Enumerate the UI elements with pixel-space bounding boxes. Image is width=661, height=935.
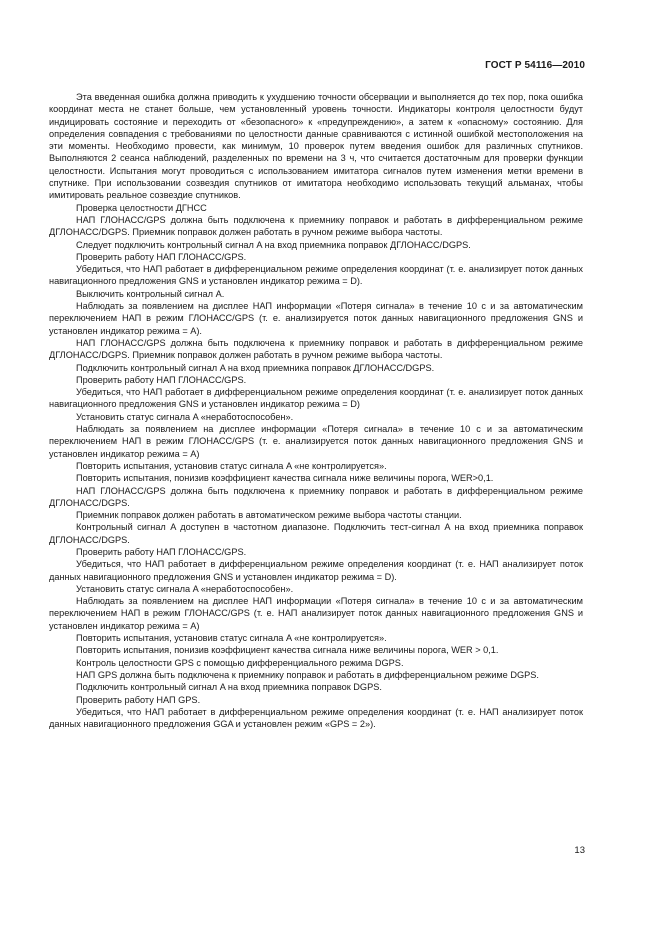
paragraph: НАП GPS должна быть подключена к приемнику поправок и работать в дифференциальном режиме DGPS. [76, 669, 539, 680]
paragraph: Проверить работу НАП ГЛОНАСС/GPS. [76, 251, 247, 262]
paragraph: НАП ГЛОНАСС/GPS должна быть подключена к приемнику поправок и работать в дифференциальном режиме ДГЛОНАСС/DGPS. Приемник поправок должен работать в ручном режиме выбора частоты. [49, 337, 583, 361]
paragraph: Подключить контрольный сигнал A на вход приемника поправок ДГЛОНАСС/DGPS. [76, 362, 435, 373]
paragraph: Проверить работу НАП ГЛОНАСС/GPS. [76, 374, 247, 385]
paragraph: Установить статус сигнала A «неработоспособен». [76, 411, 294, 422]
paragraph: Контроль целостности GPS с помощью дифференциального режима DGPS. [76, 657, 404, 668]
paragraph: Установить статус сигнала A «неработоспособен». [76, 583, 294, 594]
paragraph: Повторить испытания, установив статус сигнала A «не контролируется». [76, 633, 387, 644]
paragraph: Проверка целостности ДГНСС [76, 202, 207, 213]
paragraph: Эта введенная ошибка должна приводить к ухудшению точности обсервации и выполняется до тех пор, пока ошибка координат места не станет больше, чем установленный уровень точности. Индикаторы контроля целостности будут индицировать состояние и переходить от «безопасного» к «предупреждению», а затем к «опасному» состоянию. Для определения совпадения с требованиями по целостности данные сравниваются с истинной ошибкой местоположения на эти моменты. Необходимо провести, как минимум, 10 проверок путем введения ошибок для различных спутников. Выполняются 2 сеанса наблюдений, разделенных по времени на 3 ч, что считается достаточным для проверки функции целостности. Испытания могут проводиться с использованием имитатора сигналов путем изменения метки времени в спутнике. При использовании созвездия спутников от имитатора необходимо использовать текущий альманах, чтобы имитировать реальное созвездие спутников. [49, 92, 583, 201]
paragraph: Повторить испытания, понизив коэффициент качества сигнала ниже величины порога, WER > 0,1. [76, 645, 499, 656]
paragraph: Подключить контрольный сигнал A на вход приемника поправок DGPS. [76, 682, 382, 693]
paragraph: Выключить контрольный сигнал A. [76, 288, 225, 299]
paragraph: Наблюдать за появлением на дисплее НАП информации «Потеря сигнала» в течение 10 с и за автоматическим переключением НАП в режим ГЛОНАСС/GPS (т. е. НАП анализирует поток данных навигационного предложения GNS и установлен индикатор режима = A) [49, 596, 583, 631]
document-body [49, 91, 583, 730]
document-header: ГОСТ Р 54116—2010 [485, 60, 585, 71]
paragraph: Следует подключить контрольный сигнал A на вход приемника поправок ДГЛОНАСС/DGPS. [76, 239, 471, 250]
paragraph: Повторить испытания, установив статус сигнала A «не контролируется». [76, 460, 387, 471]
paragraph: Убедиться, что НАП работает в дифференциальном режиме определения координат (т. е. анализирует поток данных навигационного предложения GNS и установлен индикатор режима = D) [49, 387, 583, 410]
page-number: 13 [574, 845, 585, 856]
paragraph: Повторить испытания, понизив коэффициент качества сигнала ниже величины порога, WER>0,1. [76, 473, 494, 484]
paragraph: Убедиться, что НАП работает в дифференциальном режиме определения координат (т. е. анализирует поток данных навигационного предложения GNS и установлен индикатор режима = D). [49, 264, 583, 287]
paragraph: Приемник поправок должен работать в автоматическом режиме выбора частоты станции. [76, 510, 462, 521]
paragraph: НАП ГЛОНАСС/GPS должна быть подключена к приемнику поправок и работать в дифференциальном режиме ДГЛОНАСС/DGPS. Приемник поправок должен работать в ручном режиме выбора частоты. [49, 214, 583, 238]
paragraph: Наблюдать за появлением на дисплее НАП информации «Потеря сигнала» в течение 10 с и за автоматическим переключением НАП в режим ГЛОНАСС/GPS (т. е. анализируется поток данных навигационного предложения GNS и установлен индикатор режима = A). [49, 301, 583, 336]
paragraph: НАП ГЛОНАСС/GPS должна быть подключена к приемнику поправок и работать в дифференциальном режиме ДГЛОНАСС/DGPS. [49, 485, 583, 508]
paragraph: Проверить работу НАП GPS. [76, 694, 201, 705]
paragraph: Проверить работу НАП ГЛОНАСС/GPS. [76, 546, 247, 557]
paragraph: Убедиться, что НАП работает в дифференциальном режиме определения координат (т. е. НАП анализирует поток данных навигационного предложения GNS и установлен индикатор режима = D). [49, 559, 583, 582]
paragraph: Убедиться, что НАП работает в дифференциальном режиме определения координат (т. е. НАП анализирует поток данных навигационного предложения GGA и установлен режим «GPS = 2»). [49, 706, 583, 730]
paragraph: Наблюдать за появлением на дисплее информации «Потеря сигнала» в течение 10 с и за автоматическим переключением НАП в режим ГЛОНАСС/GPS (т. е. анализируется поток данных навигационного предложения GNS и установлен индикатор режима = A) [49, 424, 583, 459]
paragraph: Контрольный сигнал A доступен в частотном диапазоне. Подключить тест-сигнал A на вход приемника поправок ДГЛОНАСС/DGPS. [49, 522, 583, 545]
